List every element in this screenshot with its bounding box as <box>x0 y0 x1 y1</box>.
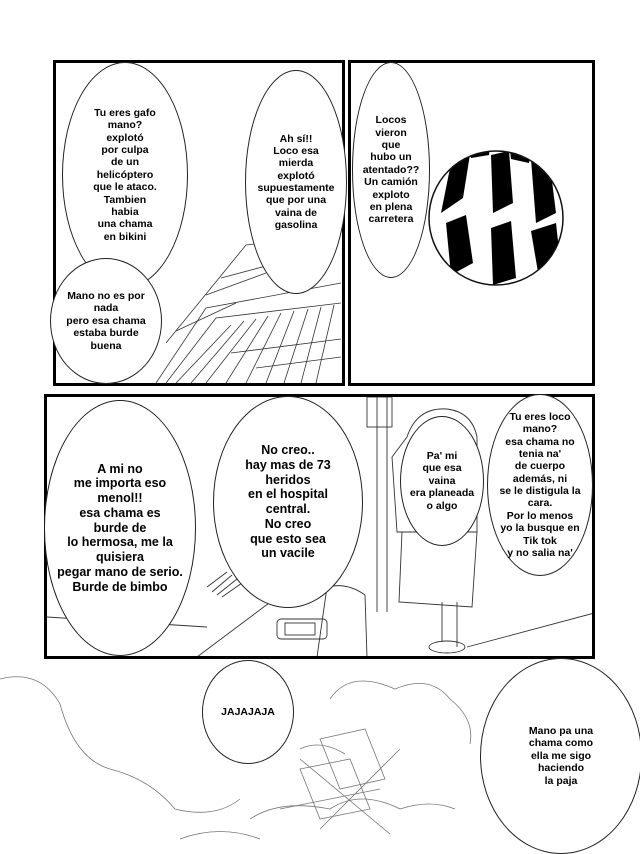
speech-bubble-1 <box>62 62 188 288</box>
bubble-text: Tu eres gafo mano? explotó por culpa de un helicóptero que le ataco. Tambien habia una chama en bikini <box>93 106 157 243</box>
speech-bubble-10 <box>480 658 640 854</box>
speech-bubble-8 <box>487 394 593 576</box>
bubble-text: Ah sí!! Loco esa mierda explotó supuestamente que por una vaina de gasolina <box>257 132 335 232</box>
bubble-text: A mi no me importa eso menol!! esa chama es burde de lo hermosa, me la quisiera pegar mano de serio. Burde de bimbo <box>57 461 183 594</box>
speech-bubble-4 <box>352 62 430 278</box>
speech-bubble-7 <box>400 416 484 546</box>
bubble-text: Mano pa una chama como ella me sigo haciendo la paja <box>528 725 594 787</box>
bubble-text: No creo.. hay mas de 73 heridos en el hospital central. No creo que esto sea un vacile <box>245 443 331 561</box>
speech-bubble-6 <box>213 396 363 608</box>
speech-bubble-5 <box>44 400 196 656</box>
speech-bubble-3 <box>50 258 162 384</box>
bubble-text: Mano no es por nada pero esa chama estaba burde buena <box>66 290 146 352</box>
bubble-text: JAJAJAJA <box>221 705 275 718</box>
bubble-text: Pa' mi que esa vaina era planeada o algo <box>409 450 475 512</box>
bubble-text: Tu eres loco mano? esa chama no tenia na' de cuerpo además, ni se le distigula la cara. Por lo menos yo la busque en Tik tok y no salia na' <box>499 410 581 559</box>
speech-bubble-2 <box>245 70 347 294</box>
bubble-text: Locos vieron que hubo un atentado?? Un camión exploto en plena carretera <box>362 114 420 226</box>
speech-bubble-9 <box>202 660 294 764</box>
